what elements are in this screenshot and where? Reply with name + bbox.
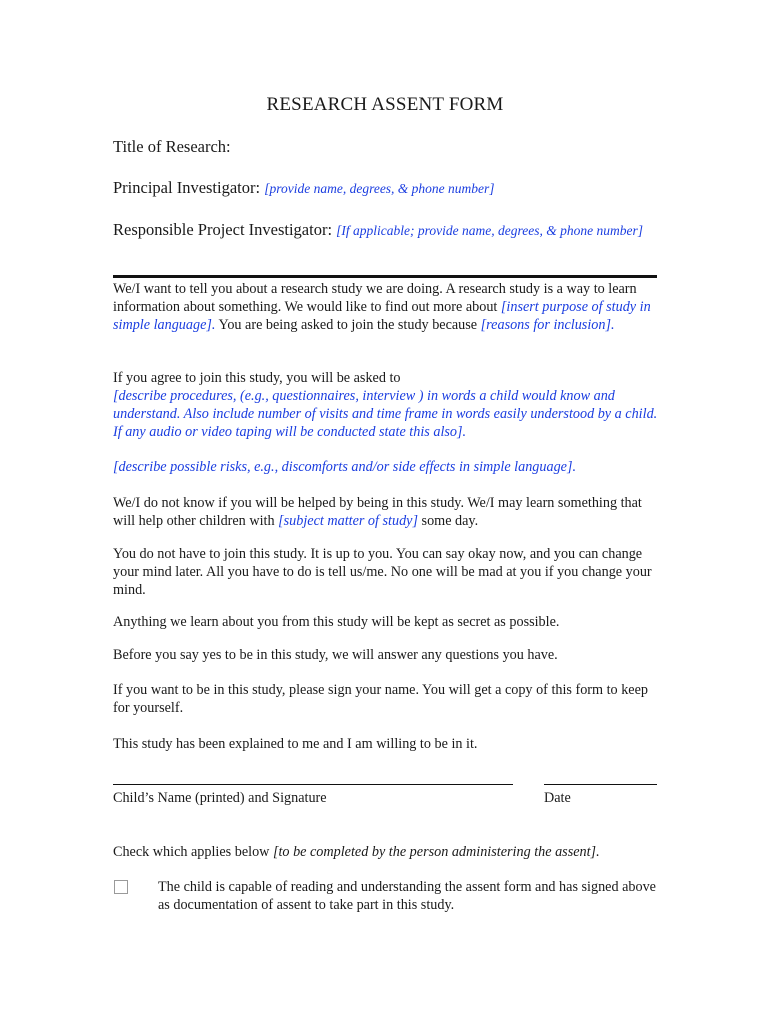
intro-text: We/I want to tell you about a research study we are doing. A research study is a way to learn information about something. We would like to find out more about [113,281,637,315]
principal-investigator-label: Principal Investigator: [113,178,261,197]
agreement-paragraph [113,735,658,753]
voluntary-paragraph [113,545,658,599]
title-of-research-field [113,137,658,156]
agreement-text: This study has been explained to me and I am willing to be in it. [113,736,478,752]
check-instruction [113,843,658,861]
intro-text-2: You are being asked to join the study because [215,317,481,333]
risks-placeholder: [describe possible risks, e.g., discomforts and/or side effects in simple language]. [113,459,577,475]
date-label: Date [544,790,571,806]
capable-option-text: The child is capable of reading and understanding the assent form and has signed above as documentation of assent to take part in this study. [158,879,656,913]
signing-text: If you want to be in this study, please sign your name. You will get a copy of this form to keep for yourself. [113,682,648,716]
principal-investigator-field [113,178,658,198]
inclusion-placeholder: [reasons for inclusion]. [480,317,615,333]
intro-paragraph [113,280,658,334]
responsible-investigator-label: Responsible Project Investigator: [113,220,333,239]
principal-investigator-placeholder: [provide name, degrees, & phone number] [264,181,495,196]
subject-placeholder: [subject matter of study] [278,513,418,529]
purpose-placeholder: [insert purpose of study in simple language]. [113,299,651,333]
voluntary-text: You do not have to join this study. It is up to you. You can say okay now, and you can change your mind later. All you have to do is tell us/me. No one will be mad at you if you change your mind. [113,546,652,598]
header-divider [113,275,657,278]
capable-checkbox[interactable] [114,880,128,894]
form-title: RESEARCH ASSENT FORM [266,94,504,115]
responsible-investigator-placeholder: [If applicable; provide name, degrees, & phone number] [336,223,643,238]
procedures-placeholder: [describe procedures, (e.g., questionnaires, interview ) in words a child would know and understand. Also include number of visits and time frame in words easily understood by a child. If any audio or video taping will be conducted state this also]. [113,388,658,440]
procedures-intro: If you agree to join this study, you will be asked to [113,370,401,386]
date-line[interactable] [544,784,657,785]
benefits-paragraph [113,494,658,530]
capable-option [158,878,658,914]
benefits-text-2: some day. [418,513,479,529]
check-instruction-note: [to be completed by the person administering the assent]. [272,844,600,860]
child-signature-line[interactable] [113,784,513,785]
signing-paragraph [113,681,658,717]
procedures-paragraph [113,369,658,441]
risks-paragraph [113,458,658,476]
confidentiality-paragraph [113,613,658,631]
check-instruction-text: Check which applies below [113,844,273,860]
title-of-research-label: Title of Research: [113,137,231,156]
questions-paragraph [113,646,658,664]
questions-text: Before you say yes to be in this study, we will answer any questions you have. [113,647,558,663]
benefits-text: We/I do not know if you will be helped by being in this study. We/I may learn something that will help other children with [113,495,642,529]
child-signature-label: Child’s Name (printed) and Signature [113,790,327,806]
confidentiality-text: Anything we learn about you from this study will be kept as secret as possible. [113,614,560,630]
responsible-investigator-field [113,220,658,240]
